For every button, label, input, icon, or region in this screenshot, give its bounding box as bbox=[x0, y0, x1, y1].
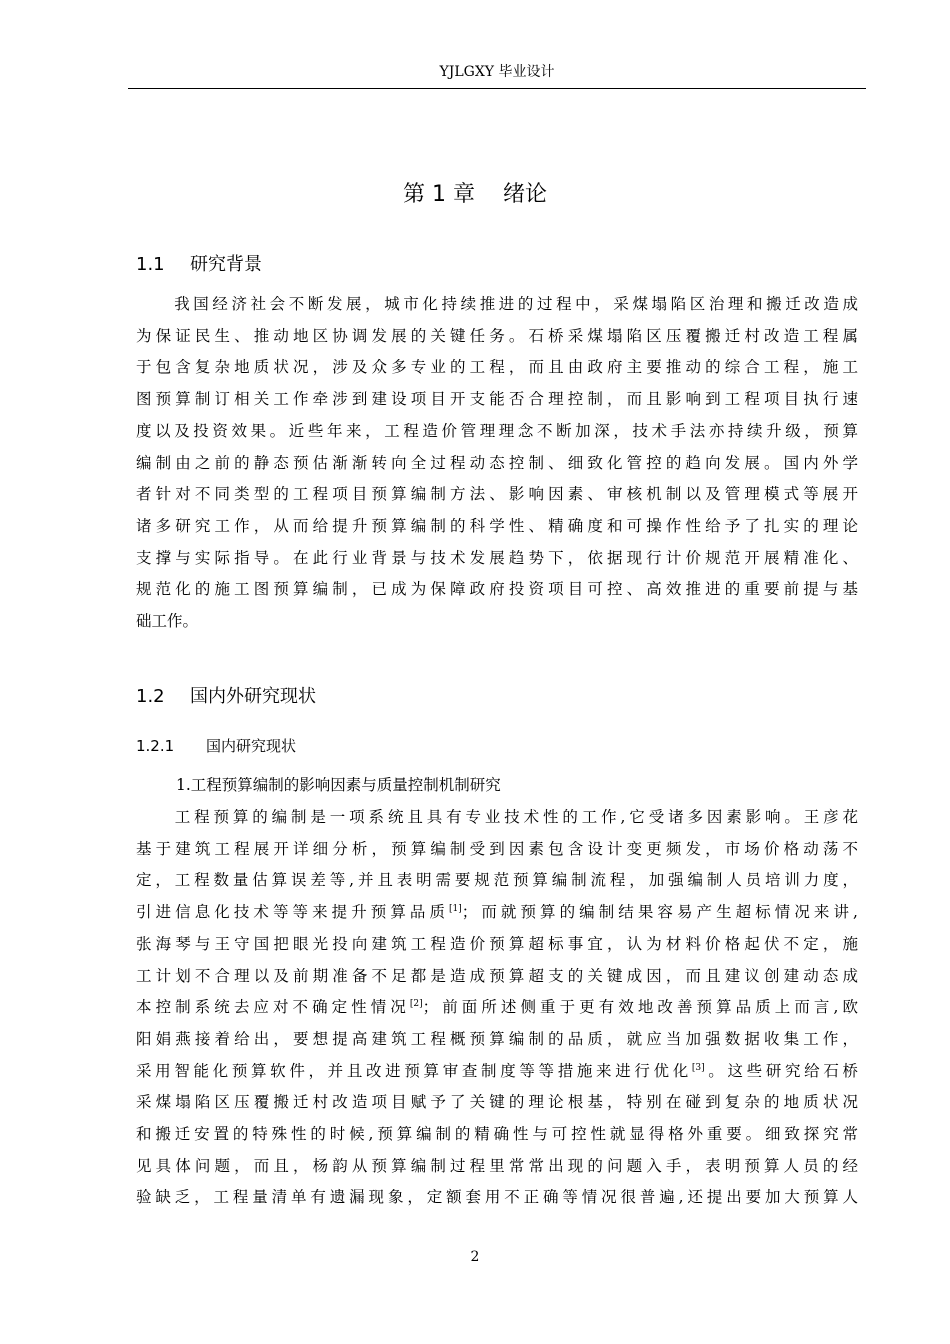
page-header: YJLGXY 毕业设计 bbox=[439, 64, 555, 80]
text-line bbox=[136, 992, 858, 1024]
text-line: 和搬迁安置的特殊性的时候,预算编制的精确性与可控性就显得格外重要。细致探究常 bbox=[136, 1125, 858, 1144]
text-segment: 本控制系统去应对不确定性情况 bbox=[136, 998, 410, 1017]
text-line: 支撑与实际指导。在此行业背景与技术发展趋势下，依据现行计价规范开展精准化、 bbox=[136, 548, 858, 567]
citation-2[interactable]: [2] bbox=[409, 999, 423, 1010]
text-line: 编制由之前的静态预估渐渐转向全过程动态控制、细致化管控的趋向发展。国内外学 bbox=[136, 453, 858, 472]
text-line: 基于建筑工程展开详细分析，预算编制受到因素包含设计变更频发，市场价格动荡不 bbox=[136, 839, 858, 858]
text-line: 阳娟燕接着给出，要想提高建筑工程概预算编制的品质，就应当加强数据收集工作， bbox=[136, 1029, 858, 1048]
section-title: 研究背景 bbox=[190, 254, 262, 275]
chapter-title: 第 1 章 绪论 bbox=[403, 182, 547, 207]
text-line: 图预算制订相关工作牵涉到建设项目开支能否合理控制，而且影响到工程项目执行速 bbox=[136, 390, 858, 409]
page-number: 2 bbox=[470, 1249, 480, 1265]
paragraph-research-background bbox=[136, 289, 858, 638]
text-line: 础工作。 bbox=[136, 612, 199, 631]
text-line: 诸多研究工作，从而给提升预算编制的科学性、精确度和可操作性给予了扎实的理论 bbox=[136, 516, 858, 535]
text-line: 我国经济社会不断发展，城市化持续推进的过程中，采煤塌陷区治理和搬迁改造成 bbox=[136, 295, 858, 313]
section-number: 1.2 bbox=[136, 686, 165, 707]
subsection-heading-1-2-1 bbox=[136, 735, 296, 757]
text-segment: 采用智能化预算软件，并且改进预算审查制度等等措施来进行优化 bbox=[136, 1061, 692, 1080]
text-line: 规范化的施工图预算编制，已成为保障政府投资项目可控、高效推进的重要前提与基 bbox=[136, 580, 858, 599]
section-title: 国内外研究现状 bbox=[190, 686, 316, 707]
text-line: 验缺乏，工程量清单有遗漏现象，定额套用不正确等情况很普遍,还提出要加大预算人 bbox=[136, 1188, 858, 1207]
subsection-title: 国内研究现状 bbox=[206, 737, 297, 755]
text-line: 定，工程数量估算误差等,并且表明需要规范预算编制流程，加强编制人员培训力度， bbox=[136, 871, 858, 890]
header-rule bbox=[128, 88, 866, 89]
section-heading-1-2 bbox=[136, 684, 316, 710]
citation-3[interactable]: [3] bbox=[691, 1062, 705, 1073]
text-line: 张海琴与王守国把眼光投向建筑工程造价预算超标事宜，认为材料价格起伏不定，施 bbox=[136, 934, 858, 953]
text-line: 采煤塌陷区压覆搬迁村改造项目赋予了关键的理论根基，特别在碰到复杂的地质状况 bbox=[136, 1093, 858, 1112]
text-line: 度以及投资效果。近些年来，工程造价管理理念不断加深，技术手法亦持续升级，预算 bbox=[136, 421, 858, 440]
text-line: 工程预算的编制是一项系统且具有专业技术性的工作,它受诸多因素影响。王彦花 bbox=[136, 808, 858, 826]
text-line: 为保证民生、推动地区协调发展的关键任务。石桥采煤塌陷区压覆搬迁村改造工程属 bbox=[136, 326, 858, 345]
citation-1[interactable]: [1] bbox=[449, 903, 462, 914]
text-segment: ；前面所述侧重于更有效地改善预算品质上而言,欧 bbox=[422, 998, 858, 1017]
section-number: 1.1 bbox=[136, 254, 165, 275]
subsection-number: 1.2.1 bbox=[136, 737, 175, 755]
section-heading-1-1 bbox=[136, 252, 262, 278]
text-line bbox=[136, 897, 858, 929]
text-segment: 引进信息化技术等等来提升预算品质 bbox=[136, 903, 450, 922]
text-segment: 。这些研究给石桥 bbox=[704, 1061, 858, 1080]
text-segment: ；而就预算的编制结果容易产生超标情况来讲, bbox=[461, 903, 858, 922]
text-line: 见具体问题，而且，杨韵从预算编制过程里常常出现的问题入手，表明预算人员的经 bbox=[136, 1156, 858, 1175]
text-line: 者针对不同类型的工程项目预算编制方法、影响因素、审核机制以及管理模式等展开 bbox=[136, 485, 858, 504]
text-line: 工计划不合理以及前期准备不足都是造成预算超支的关键成因，而且建议创建动态成 bbox=[136, 966, 858, 985]
text-line bbox=[136, 1056, 858, 1088]
paragraph-domestic-research bbox=[136, 802, 858, 1214]
topic-subheading: 1.工程预算编制的影响因素与质量控制机制研究 bbox=[176, 776, 501, 794]
text-line: 于包含复杂地质状况，涉及众多专业的工程，而且由政府主要推动的综合工程，施工 bbox=[136, 358, 858, 377]
